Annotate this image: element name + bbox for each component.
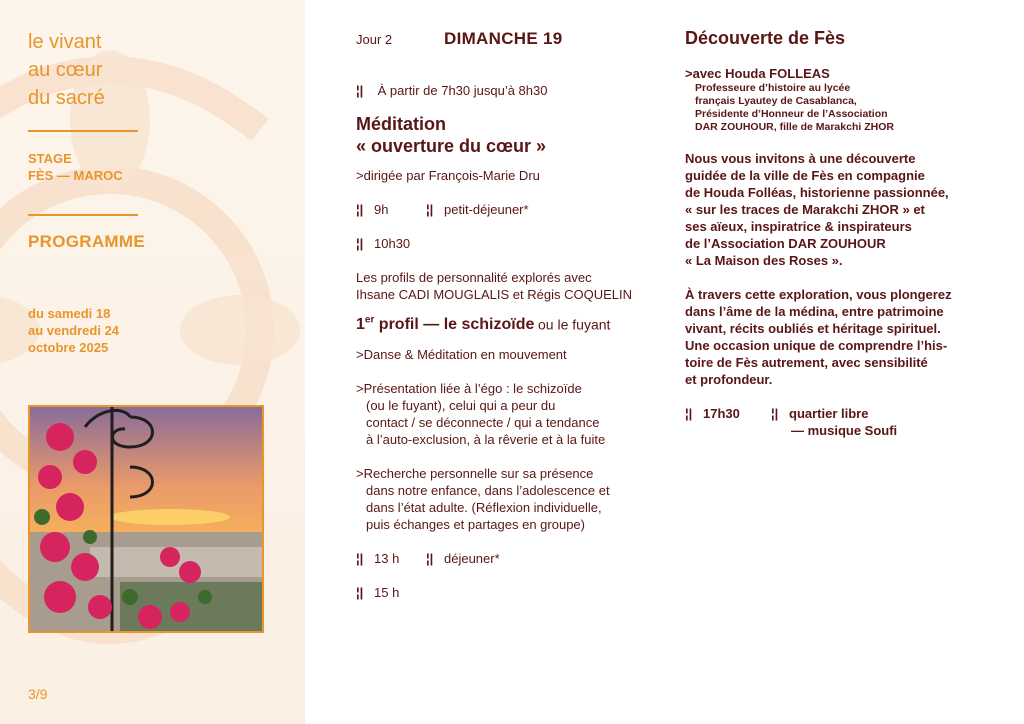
separator-icon: ¦| xyxy=(356,202,364,217)
sidebar xyxy=(0,0,305,724)
day-number: Jour 2 xyxy=(356,32,393,47)
page-number: 3/9 xyxy=(28,686,48,702)
time-slot: ¦| 10h30 xyxy=(356,236,411,251)
date-range: du samedi 18 au vendredi 24 octobre 2025 xyxy=(28,306,120,355)
separator-icon: ¦| xyxy=(356,551,364,567)
research-item: >Recherche personnelle sur sa présence dans notre enfance, dans l’adolescence et dans l’état adulte. (Réflexion individuelle, puis échanges et partages en groupe) xyxy=(356,466,610,533)
separator-icon: ¦| xyxy=(426,551,434,567)
day-schedule xyxy=(356,30,666,601)
time-slot: ¦| 13 h ¦| déjeuner* xyxy=(356,551,500,567)
separator-icon: ¦| xyxy=(771,406,779,421)
day-header xyxy=(356,30,666,48)
host-name: >avec Houda FOLLEAS xyxy=(685,66,830,81)
discovery-section xyxy=(685,30,1005,439)
intro-paragraph: Nous vous invitons à une découverte guidée de la ville de Fès en compagnie de Houda Folléas, historienne passionnée, « sur les traces de Marakchi ZHOR » et ses aïeux, inspiratrice & inspirateurs de l’Association DAR ZOUHOUR « La Maison des Roses ». xyxy=(685,151,949,268)
presentation-item: >Présentation liée à l’égo : le schizoïde (ou le fuyant), celui qui a peur du contact / se déconnecte / qui a tendance à l’auto-exclusion, à la rêverie et à la fuite xyxy=(356,381,606,448)
divider xyxy=(28,214,138,216)
profiles-intro: Les profils de personnalité explorés avec Ihsane CADI MOUGLALIS et Régis COQUELIN xyxy=(356,270,632,302)
separator-icon: ¦| xyxy=(356,236,364,251)
separator-icon: ¦| xyxy=(685,406,693,421)
day-name: DIMANCHE 19 xyxy=(444,29,563,48)
programme-heading: PROGRAMME xyxy=(28,232,145,251)
meditation-title: Méditation « ouverture du cœur » xyxy=(356,114,547,156)
dance-item: >Danse & Méditation en mouvement xyxy=(356,347,567,363)
event-title: le vivant au cœur du sacré xyxy=(28,31,105,109)
divider xyxy=(28,130,138,132)
host-bio: Professeure d’histoire au lycée français Lyautey de Casablanca, Présidente d’Honneur de l’Association DAR ZOUHOUR, fille de Marakchi ZHOR xyxy=(695,82,894,133)
stage-label: STAGE FÈS — MAROC xyxy=(28,151,123,183)
fes-sunset-photo xyxy=(28,405,264,633)
directed-by: >dirigée par François-Marie Dru xyxy=(356,168,540,183)
separator-icon: ¦| xyxy=(356,585,364,601)
time-slot: ¦| 9h ¦| petit-déjeuner* xyxy=(356,202,529,217)
exploration-paragraph: À travers cette exploration, vous plongerez dans l’âme de la médina, entre patrimoine vivant, récits oubliés et héritage spirituel. Une occasion unique de comprendre l’his- toire de Fès autrement, avec sensibilité et profondeur. xyxy=(685,287,952,387)
time-slot: ¦| À partir de 7h30 jusqu’à 8h30 xyxy=(356,83,548,98)
separator-icon: ¦| xyxy=(356,83,364,98)
discovery-title: Découverte de Fès xyxy=(685,28,846,48)
profil-heading: 1er profil — le schizoïde ou le fuyant xyxy=(356,315,611,334)
time-slot: ¦| 17h30 ¦| quartier libre — musique Soufi xyxy=(685,406,898,438)
separator-icon: ¦| xyxy=(426,202,434,217)
time-slot: ¦| 15 h xyxy=(356,585,400,601)
